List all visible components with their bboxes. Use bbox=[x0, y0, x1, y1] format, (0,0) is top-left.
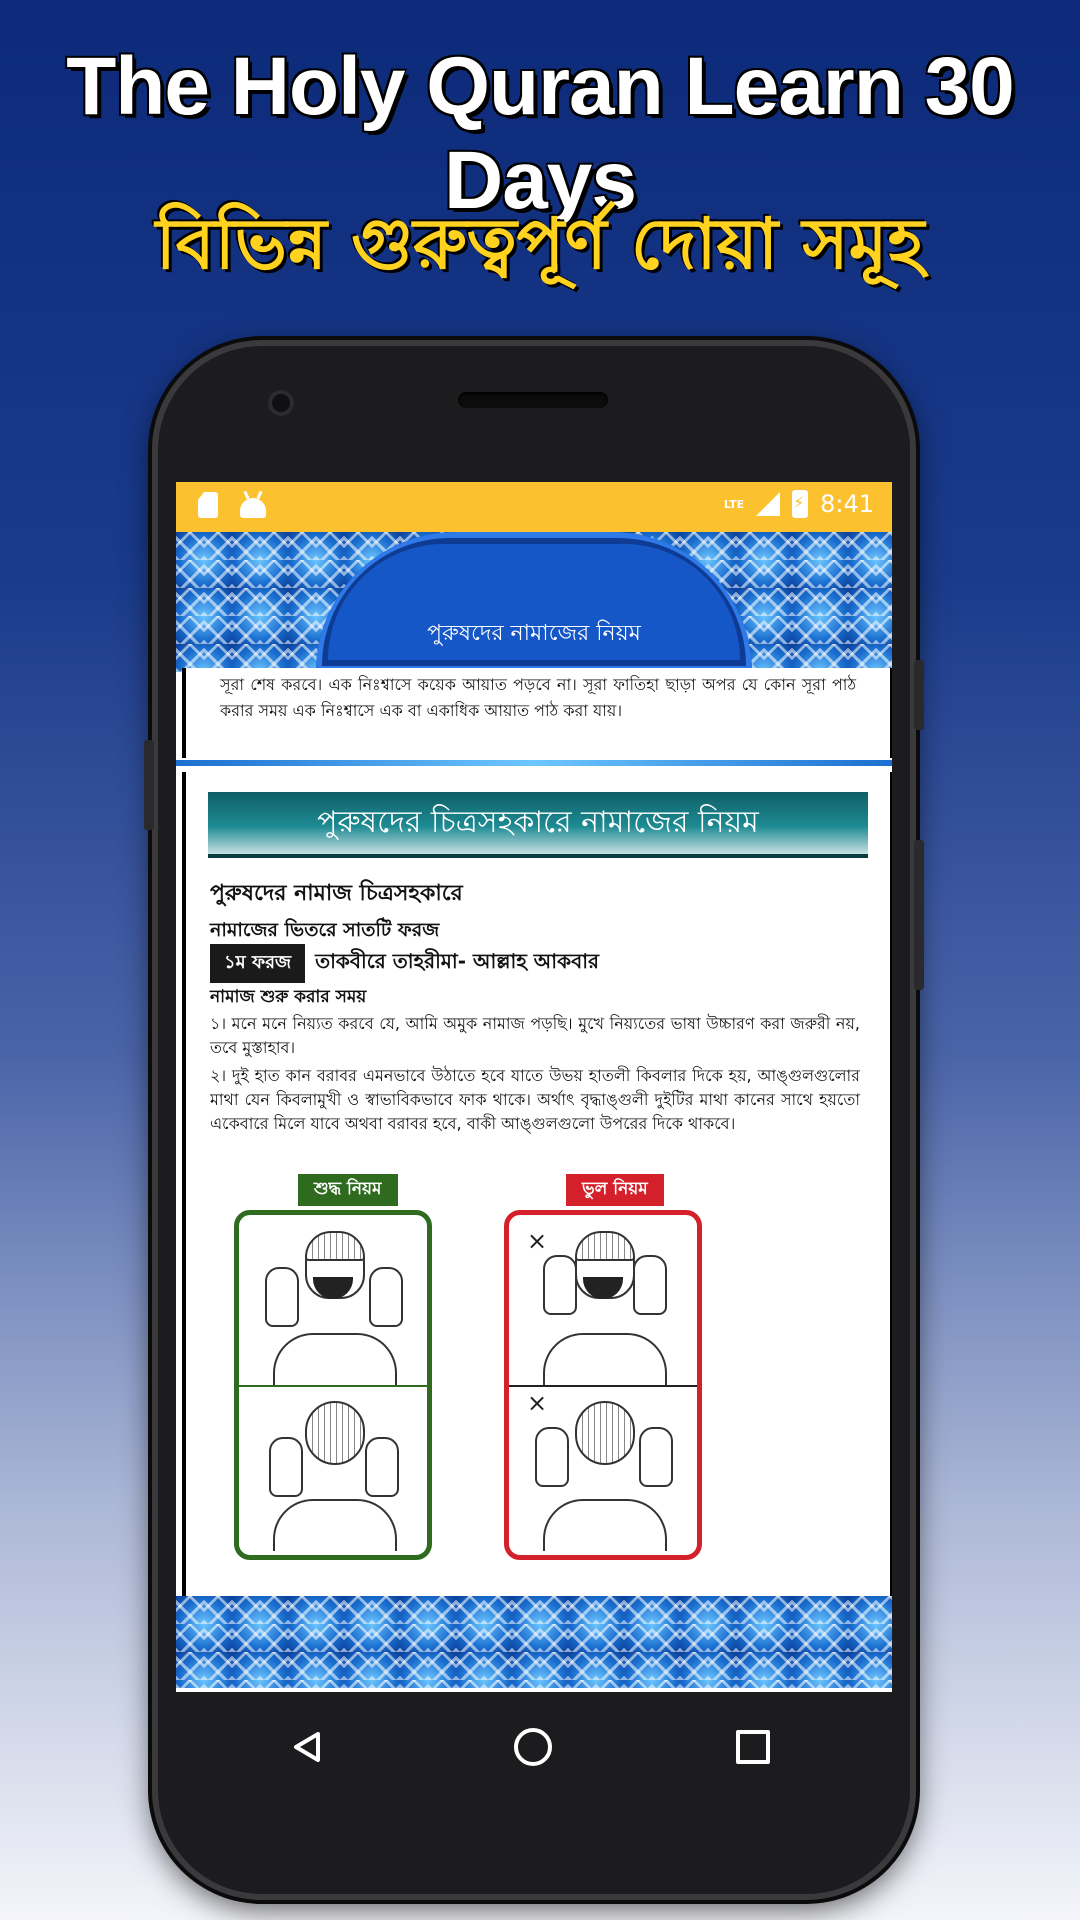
page-image[interactable] bbox=[176, 532, 892, 1642]
back-icon[interactable] bbox=[292, 1732, 322, 1762]
start-title: নামাজ শুরু করার সময় bbox=[210, 987, 367, 1007]
power-button bbox=[914, 660, 924, 730]
phone-frame bbox=[152, 340, 916, 1900]
wrong-illustration bbox=[504, 1210, 702, 1560]
wrong-mark: × bbox=[527, 1227, 548, 1255]
clock: 8:41 bbox=[820, 490, 874, 518]
point-1: ১। মনে মনে নিয়্যত করবে যে, আমি অমুক নামাজ পড়ছি। মুখে নিয়্যতের ভাষা উচ্চারণ করা জরুরী নয়, তবে মুস্তাহাব। bbox=[210, 1014, 860, 1057]
earpiece-speaker bbox=[458, 392, 608, 408]
correct-label: শুদ্ধ নিয়ম bbox=[298, 1174, 398, 1206]
arch-title: পুরুষদের নামাজের নিয়ম bbox=[427, 621, 641, 646]
front-camera bbox=[268, 390, 294, 416]
lesson-subheading: নামাজের ভিতরে সাতটি ফরজ bbox=[210, 919, 440, 941]
wrong-mark: × bbox=[527, 1389, 548, 1417]
navigation-bar bbox=[176, 1692, 892, 1812]
previous-page-fragment bbox=[182, 668, 892, 758]
arch-frame bbox=[316, 532, 752, 672]
status-bar bbox=[176, 482, 892, 532]
partial-text: সূরা শেষ করবে। এক নিঃশ্বাসে কয়েক আয়াত পড়বে না। সূরা ফাতিহা ছাড়া অপর যে কোন সূরা পাঠ করার সময় এক নিঃশ্বাসে এক বা একাধিক আয়াত পাঠ করা যায়। bbox=[220, 675, 856, 720]
battery-charging-icon bbox=[792, 490, 808, 518]
decorative-tile-header bbox=[176, 532, 892, 672]
lesson-banner: পুরুষদের চিত্রসহকারে নামাজের নিয়ম bbox=[208, 792, 868, 858]
network-type: LTE bbox=[723, 497, 745, 511]
decorative-tile-footer bbox=[176, 1596, 892, 1688]
promo-subline: বিভিন্ন গুরুত্বপূর্ণ দোয়া সমূহ bbox=[155, 203, 925, 285]
farz-badge: ১ম ফরজ bbox=[210, 944, 305, 983]
android-icon bbox=[240, 498, 266, 518]
home-icon[interactable] bbox=[514, 1728, 552, 1766]
point-2: ২। দুই হাত কান বরাবর এমনভাবে উঠাতে হবে যাতে উভয় হাতলী কিবলার দিকে হয়, আঙ্গুলগুলোর মাথা যেন কিবলামুখী ও স্বাভাবিকভাবে ফাক থাকে। অর্থাৎ বৃদ্ধাঙ্গুলী দুইটির মাথা কানের সাথে হয়তো একেবারে মিলে যাবে অথবা বরাবর হবে, বাকী আঙ্গুলগুলো উপরের দিকে থাকবে। bbox=[210, 1066, 860, 1133]
volume-rocker bbox=[914, 840, 924, 990]
farz-text: তাকবীরে তাহরীমা- আল্লাহ আকবার bbox=[315, 949, 600, 973]
farz-row bbox=[210, 944, 599, 983]
recents-icon[interactable] bbox=[736, 1730, 770, 1764]
sd-card-icon bbox=[198, 492, 218, 518]
correct-illustration bbox=[234, 1210, 432, 1560]
screen bbox=[176, 482, 892, 1692]
lesson-heading: পুরুষদের নামাজ চিত্রসহকারে bbox=[210, 881, 463, 906]
promo-headline: The Holy Quran Learn 30 Days bbox=[66, 41, 1014, 226]
volume-button bbox=[144, 740, 154, 830]
lesson-frame bbox=[182, 772, 892, 1602]
section-divider bbox=[176, 760, 892, 766]
signal-icon bbox=[756, 492, 780, 516]
wrong-label: ভুল নিয়ম bbox=[566, 1174, 664, 1206]
